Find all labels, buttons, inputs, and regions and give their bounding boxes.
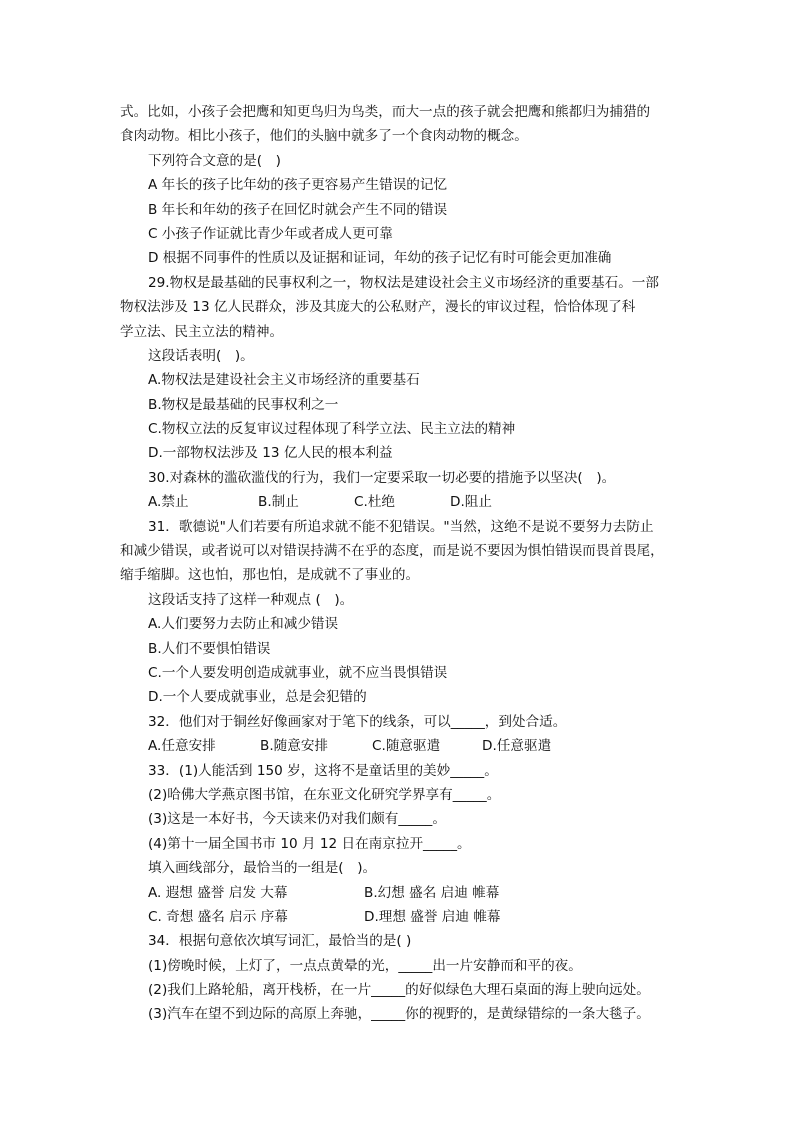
option-b: B.幻想 盛名 启迪 帷幕 (364, 884, 500, 901)
option-b: B.随意安排 (260, 738, 329, 755)
text-line: 学立法、民主立法的精神。 (120, 323, 284, 340)
sub-question: (3)这是一本好书，今天读来仍对我们颇有_____。 (148, 811, 446, 828)
option-line: C.物权立法的反复审议过程体现了科学立法、民主立法的精神 (148, 421, 516, 438)
question-33: 33．(1)人能活到 150 岁，这将不是童话里的美妙_____。 (148, 762, 498, 779)
option-d: D.阻止 (450, 494, 492, 511)
option-c: C.随意驱遣 (372, 738, 441, 755)
option-a: A.任意安排 (148, 738, 216, 755)
q32-options (120, 734, 680, 758)
option-line: D.一部物权法涉及 13 亿人民的根本利益 (148, 445, 393, 462)
question-32: 32．他们对于铜丝好像画家对于笔下的线条，可以_____，到处合适。 (148, 713, 567, 730)
text-line: 式。比如，小孩子会把鹰和知更鸟归为鸟类，而大一点的孩子就会把鹰和熊都归为捕猎的 (120, 104, 651, 120)
sub-question: (2)哈佛大学燕京图书馆，在东亚文化研究学界享有_____。 (148, 786, 501, 803)
sub-question: (1)傍晚时候，上灯了，一点点黄晕的光，_____出一片安静而和平的夜。 (148, 957, 582, 974)
option-line: A 年长的孩子比年幼的孩子更容易产生错误的记忆 (148, 177, 448, 194)
option-line: C 小孩子作证就比青少年或者成人更可靠 (148, 225, 393, 242)
option-line: B 年长和年幼的孩子在回忆时就会产生不同的错误 (148, 201, 448, 218)
option-line: B.物权是最基础的民事权利之一 (148, 396, 339, 413)
option-d: D.理想 盛誉 启迪 帷幕 (364, 908, 501, 925)
option-line: A.人们要努力去防止和减少错误 (148, 616, 339, 633)
question-34: 34．根据句意依次填写词汇，最恰当的是( ) (148, 933, 412, 950)
sub-question: (3)汽车在望不到边际的高原上奔驰，_____你的视野的，是黄绿错综的一条大毯子。 (148, 1006, 650, 1023)
option-c: C.杜绝 (354, 494, 396, 511)
question-prompt: 下列符合文意的是( ) (148, 152, 281, 169)
question-prompt: 这段话表明( )。 (148, 347, 254, 364)
option-line: C.一个人要发明创造成就事业，就不应当畏惧错误 (148, 664, 448, 681)
sub-question: (4)第十一届全国书市 10 月 12 日在南京拉开_____。 (148, 835, 471, 852)
q33-options-row2 (120, 905, 680, 929)
text-line: 和减少错误，或者说可以对错误持满不在乎的态度，而是说不要因为惧怕错误而畏首畏尾， (120, 543, 664, 560)
text-line: 物权法涉及 13 亿人民群众，涉及其庞大的公私财产，漫长的审议过程，恰恰体现了科 (120, 299, 636, 316)
question-prompt: 这段话支持了这样一种观点 ( )。 (148, 591, 354, 608)
option-line: B.人们不要惧怕错误 (148, 640, 271, 657)
question-30: 30.对森林的滥砍滥伐的行为，我们一定要采取一切必要的措施予以坚决( )。 (148, 469, 616, 486)
text-line: 缩手缩脚。这也怕，那也怕，是成就不了事业的。 (120, 567, 420, 584)
q33-options-row1 (120, 881, 680, 905)
question-29: 29.物权是最基础的民事权利之一，物权法是建设社会主义市场经济的重要基石。一部 (148, 274, 659, 291)
q30-options (120, 490, 680, 514)
option-b: B.制止 (258, 494, 299, 511)
question-prompt: 填入画线部分，最恰当的一组是( )。 (148, 860, 377, 877)
sub-question: (2)我们上路轮船，离开栈桥，在一片_____的好似绿色大理石桌面的海上驶向远处。 (148, 982, 650, 999)
option-line: A.物权法是建设社会主义市场经济的重要基石 (148, 372, 420, 389)
option-a: A. 遐想 盛誉 启发 大幕 (148, 884, 288, 901)
question-31: 31．歌德说"人们若要有所追求就不能不犯错误。"当然，这绝不是说不要努力去防止 (148, 518, 654, 535)
document-body (120, 100, 680, 1027)
option-line: D.一个人要成就事业，总是会犯错的 (148, 689, 367, 706)
option-a: A.禁止 (148, 494, 189, 511)
text-line: 食肉动物。相比小孩子，他们的头脑中就多了一个食肉动物的概念。 (120, 128, 528, 145)
option-c: C. 奇想 盛名 启示 序幕 (148, 908, 288, 925)
option-line: D 根据不同事件的性质以及证据和证词，年幼的孩子记忆有时可能会更加准确 (148, 250, 612, 267)
option-d: D.任意驱遣 (482, 738, 552, 755)
